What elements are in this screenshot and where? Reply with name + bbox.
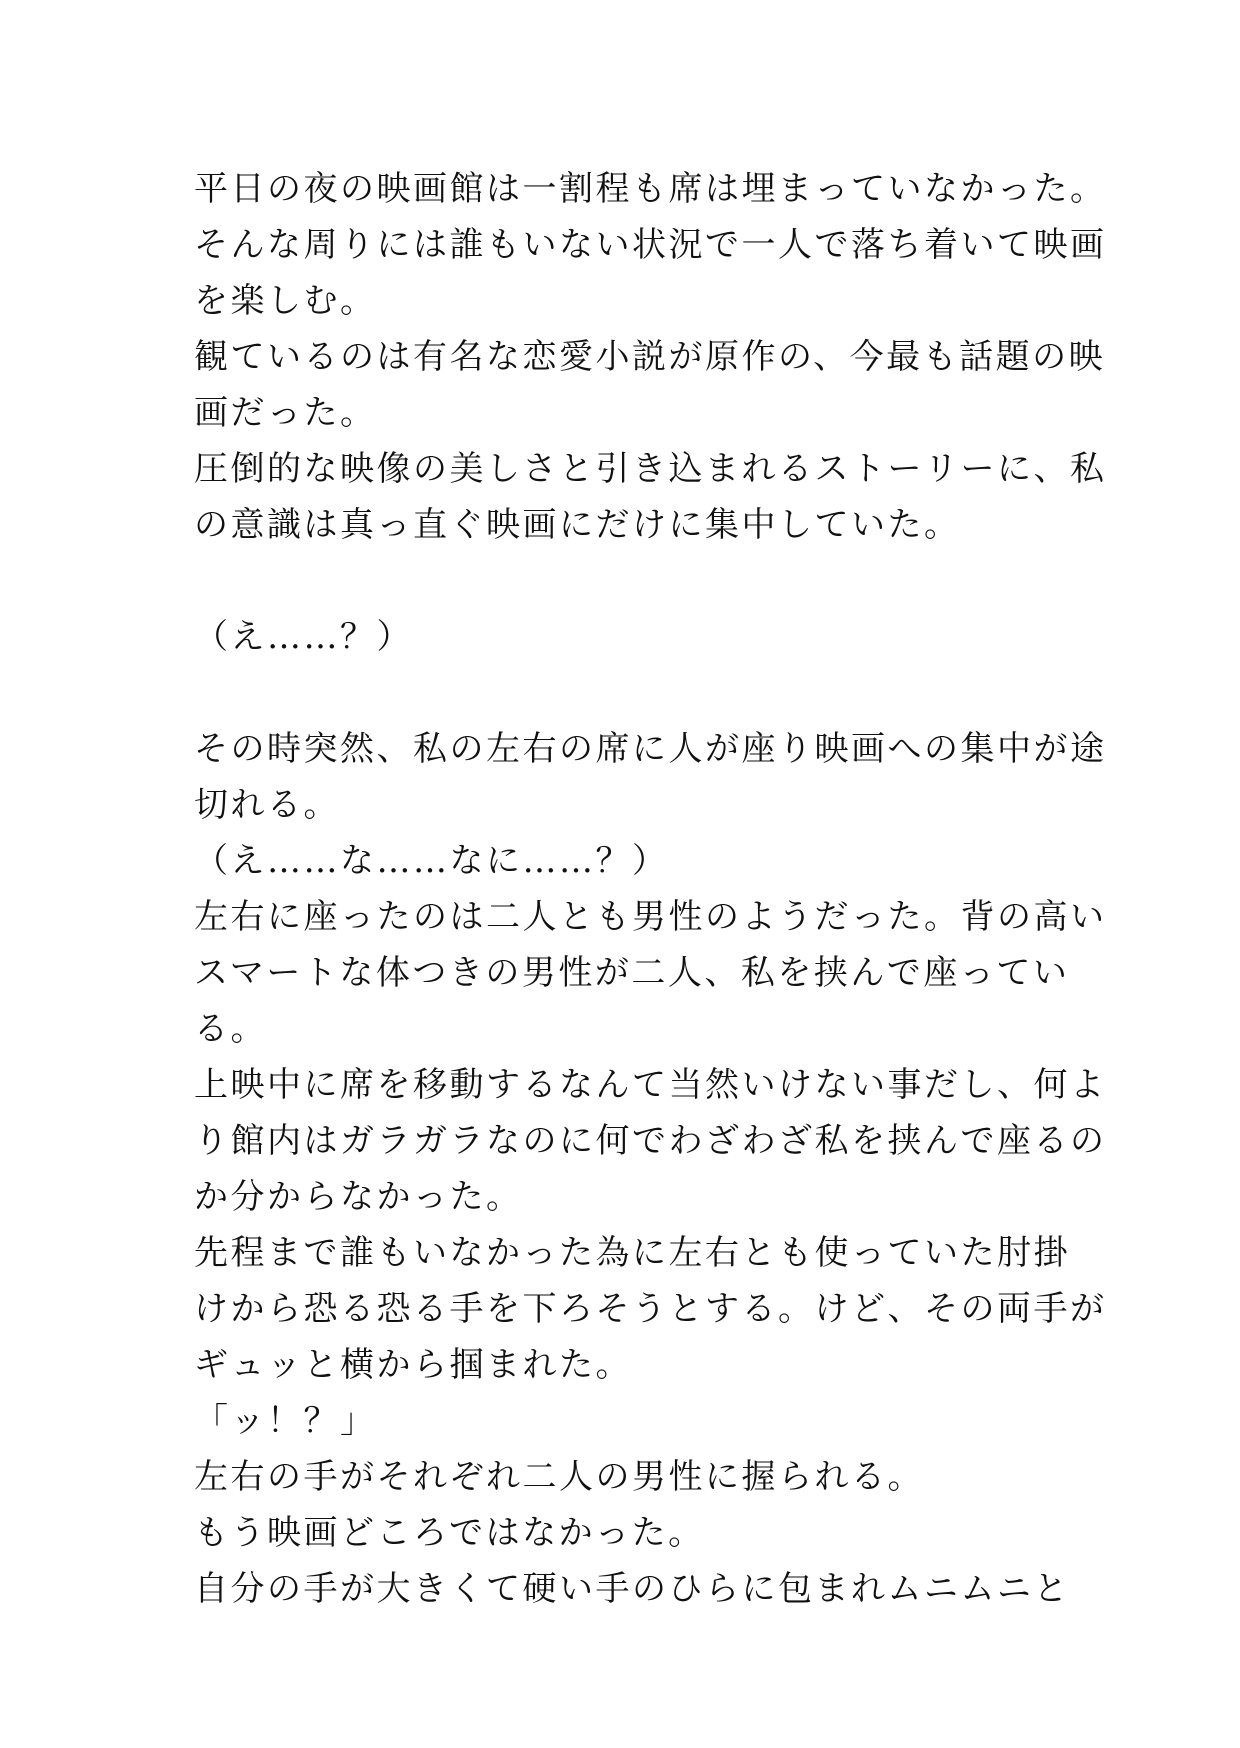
blank-line	[194, 665, 1074, 721]
text-line: 切れる。	[194, 785, 340, 825]
text-line: （え……な……なに……？）	[194, 841, 669, 881]
text-line: 観ているのは有名な恋愛小説が原作の、今最も話題の映	[194, 337, 1106, 377]
text-line: る。	[194, 1009, 267, 1049]
text-line: 自分の手が大きくて硬い手のひらに包まれムニムニと	[194, 1569, 1070, 1609]
text-line: の意識は真っ直ぐ映画にだけに集中していた。	[194, 505, 961, 545]
blank-line	[194, 553, 1074, 609]
body-text	[194, 161, 1107, 1617]
text-line: 「ッ！？」	[194, 1401, 377, 1441]
text-line: 上映中に席を移動するなんて当然いけない事だし、何よ	[194, 1065, 1107, 1105]
text-line: けから恐る恐る手を下ろそうとする。けど、その両手が	[194, 1289, 1107, 1329]
text-line: 圧倒的な映像の美しさと引き込まれるストーリーに、私	[194, 449, 1107, 489]
text-line: 左右の手がそれぞれ二人の男性に握られる。	[194, 1457, 924, 1497]
text-line: か分からなかった。	[194, 1177, 523, 1217]
text-line: その時突然、私の左右の席に人が座り映画への集中が途	[194, 729, 1107, 769]
text-line: （え……？）	[194, 617, 413, 657]
text-line: スマートな体つきの男性が二人、私を挟んで座ってい	[194, 953, 1070, 993]
text-line: そんな周りには誰もいない状況で一人で落ち着いて映画	[194, 225, 1107, 265]
text-line: を楽しむ。	[194, 281, 377, 321]
text-line: 先程まで誰もいなかった為に左右とも使っていた肘掛	[194, 1233, 1070, 1273]
text-line: ギュッと横から掴まれた。	[194, 1345, 632, 1385]
text-line: 平日の夜の映画館は一割程も席は埋まっていなかった。	[194, 169, 1107, 209]
text-line: 左右に座ったのは二人とも男性のようだった。背の高い	[194, 897, 1107, 937]
text-line: もう映画どころではなかった。	[194, 1513, 705, 1553]
text-line: 画だった。	[194, 393, 377, 433]
text-line: り館内はガラガラなのに何でわざわざ私を挟んで座るの	[194, 1121, 1107, 1161]
